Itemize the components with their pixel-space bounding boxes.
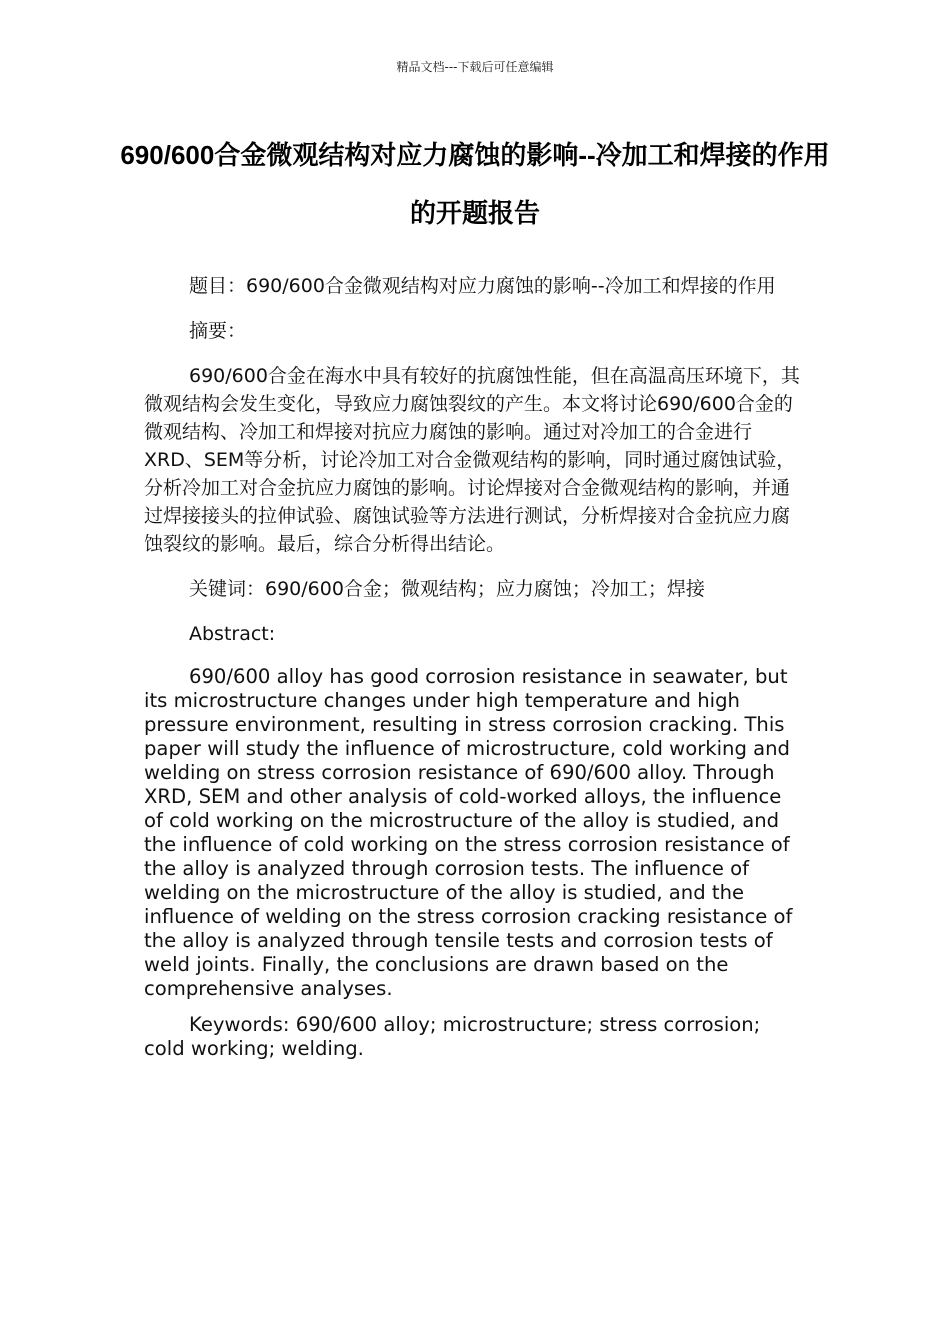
keywords-en-paragraph: Keywords: 690/600 alloy; microstructure; stress corrosion; cold working; welding. — [144, 1013, 761, 1060]
abstract-cn-paragraph: 690/600合金在海水中具有较好的抗腐蚀性能，但在高温高压环境下，其微观结构会发生变化，导致应力腐蚀裂纹的产生。本文将讨论690/600合金的微观结构、冷加工和焊接对抗应力腐蚀的影响。通过对冷加工的合金进行XRD、SEM等分析，讨论冷加工对合金微观结构的影响，同时通过腐蚀试验，分析冷加工对合金抗应力腐蚀的影响。讨论焊接对合金微观结构的影响，并通过焊接接头的拉伸试验、腐蚀试验等方法进行测试，分析焊接对合金抗应力腐蚀裂纹的影响。最后，综合分析得出结论。 — [144, 365, 800, 555]
topic-paragraph: 题目：690/600合金微观结构对应力腐蚀的影响--冷加工和焊接的作用 — [189, 275, 776, 297]
abstract-en-label: Abstract: — [189, 623, 276, 645]
document-body — [144, 272, 804, 1073]
abstract-cn-label: 摘要： — [189, 320, 247, 342]
page-header: 精品文档---下载后可任意编辑 — [396, 60, 554, 74]
abstract-en-paragraph: 690/600 alloy has good corrosion resistance in seawater, but its microstructure changes under high temperature and high pressure environment, resulting in stress corrosion cracking. This paper will study the influence of microstructure, cold working and welding on stress corrosion resistance of 690/600 alloy. Through XRD, SEM and other analysis of cold-worked alloys, the influence of cold working on the microstructure of the alloy is studied, and the influence of cold working on the stress corrosion resistance of the alloy is analyzed through corrosion tests. The influence of welding on the microstructure of the alloy is studied, and the influence of welding on the stress corrosion cracking resistance of the alloy is analyzed through tensile tests and corrosion tests of weld joints. Finally, the conclusions are drawn based on the comprehensive analyses. — [144, 665, 793, 1000]
document-title: 690/600合金微观结构对应力腐蚀的影响--冷加工和焊接的作用的开题报告 — [120, 140, 830, 228]
keywords-cn-paragraph: 关键词：690/600合金；微观结构；应力腐蚀；冷加工；焊接 — [189, 578, 705, 600]
